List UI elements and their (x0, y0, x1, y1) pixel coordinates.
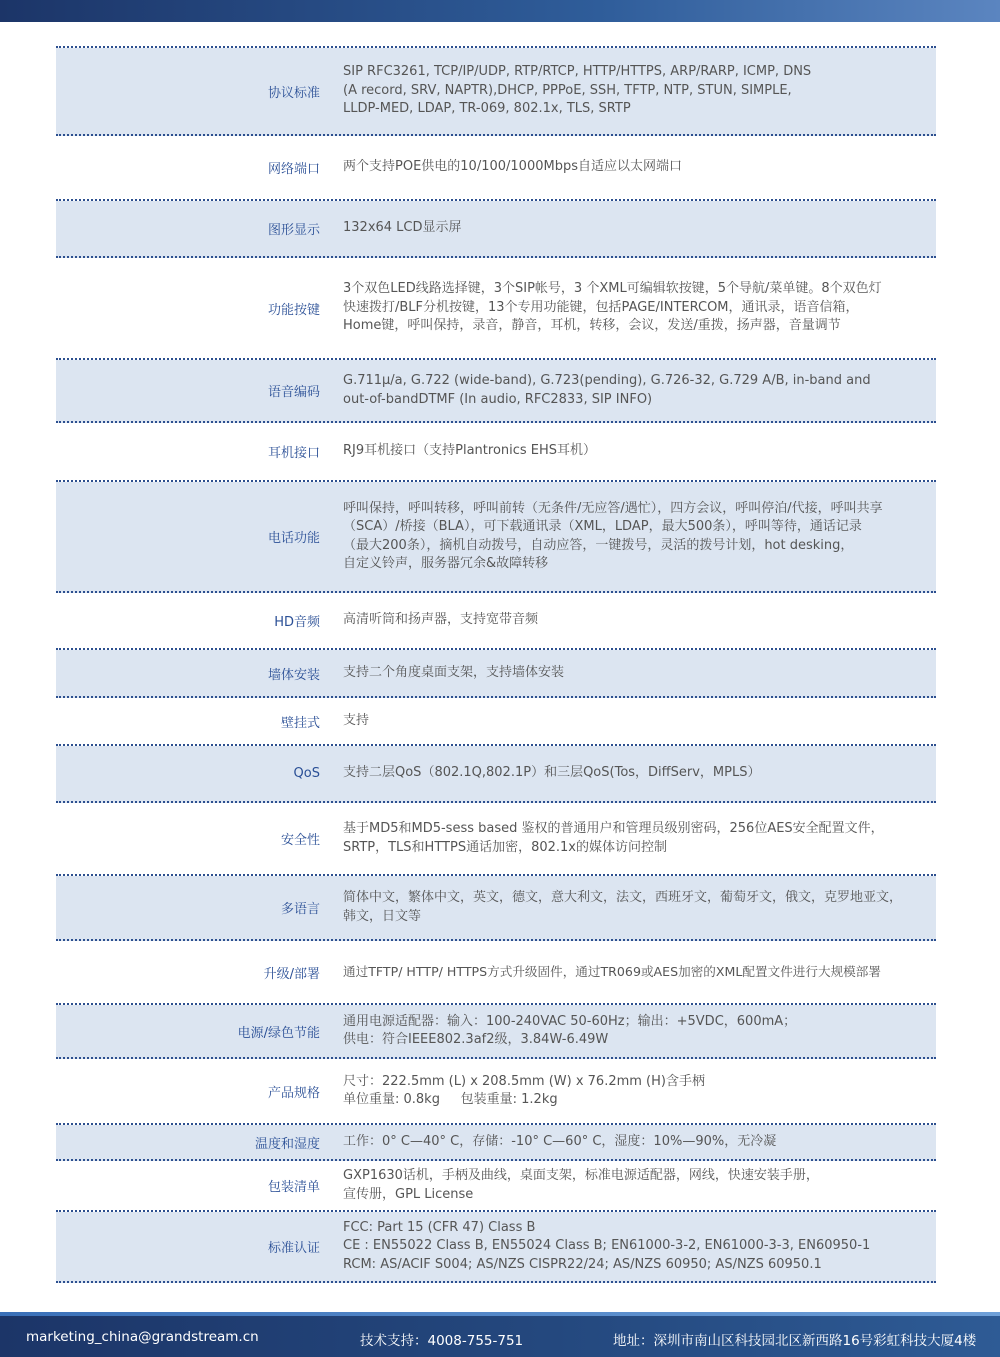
spec-row-headset-port (56, 423, 936, 482)
spec-label: 多语言 (280, 902, 320, 917)
spec-row-upgrade (56, 941, 936, 1005)
spec-label: 包装清单 (267, 1180, 320, 1195)
spec-row-power (56, 1005, 936, 1059)
spec-row-network-ports (56, 136, 936, 201)
spec-value: GXP1630话机，手柄及曲线，桌面支架，标准电源适配器，网线，快速安装手册， 宣传册，GPL License (343, 1168, 819, 1202)
footer-address: 地址：深圳市南山区科技园北区新西路16号彩虹科技大厦4楼 (613, 1333, 977, 1349)
footer-email[interactable]: marketing_china@grandstream.cn (26, 1329, 259, 1345)
spec-value: 通过TFTP/ HTTP/ HTTPS方式升级固件，通过TR069或AES加密的XML配置文件进行大规模部署 (343, 963, 881, 979)
spec-label: QoS (293, 766, 320, 781)
spec-value: 支持 (343, 712, 370, 728)
spec-row-certification (56, 1212, 936, 1283)
spec-value: 通用电源适配器：输入：100-240VAC 50-60Hz；输出：+5VDC，600mA； 供电：符合IEEE802.3af2级，3.84W-6.49W (343, 1013, 797, 1047)
spec-row-voice-codecs (56, 360, 936, 423)
top-banner (0, 0, 1000, 22)
spec-row-phone-features (56, 482, 936, 593)
spec-value: 高清听筒和扬声器，支持宽带音频 (343, 612, 539, 628)
spec-label: 升级/部署 (263, 966, 320, 982)
spec-label: 温度和湿度 (254, 1136, 320, 1152)
spec-value: RJ9耳机接口（支持Plantronics EHS耳机） (343, 443, 597, 459)
spec-label: 耳机接口 (267, 446, 320, 461)
spec-value: 工作：0° C—40° C，存储：-10° C—60° C，湿度：10%—90%，无冷凝 (343, 1133, 777, 1149)
footer-bar (0, 1312, 1000, 1357)
spec-label: 电话功能 (267, 531, 320, 546)
spec-label: 安全性 (280, 833, 320, 848)
spec-label: 功能按键 (267, 302, 320, 318)
spec-label: 图形显示 (267, 223, 320, 238)
spec-row-languages (56, 876, 936, 941)
spec-row-wall-hanging (56, 698, 936, 746)
spec-label: 协议标准 (267, 85, 320, 101)
spec-label: 电源/绿色节能 (237, 1025, 320, 1041)
spec-value: 支持二层QoS（802.1Q,802.1P）和三层QoS(Tos，DiffServ，MPLS） (343, 765, 761, 781)
spec-label: 语音编码 (267, 385, 320, 400)
spec-row-package (56, 1161, 936, 1212)
spec-value: 3个双色LED线路选择键，3个SIP帐号，3 个XML可编辑软按键，5个导航/菜单键。8个双色灯 快速拨打/BLF分机按键，13个专用功能键，包括PAGE/INTERCOM，通讯录，语音信箱， Home键，呼叫保持，录音，静音，耳机，转移，会议，发送/重拨，扬声器，音量调节 (343, 281, 882, 334)
spec-row-hd-audio (56, 593, 936, 650)
spec-row-security (56, 803, 936, 876)
spec-label: 墙体安装 (267, 667, 320, 683)
spec-value: 简体中文，繁体中文，英文，德文，意大利文，法文，西班牙文，葡萄牙文，俄文，克罗地亚文， 韩文，日文等 (343, 890, 903, 924)
spec-label: 产品规格 (267, 1085, 320, 1101)
spec-value: 132x64 LCD显示屏 (343, 220, 462, 236)
spec-row-protocols (56, 48, 936, 136)
spec-row-display (56, 201, 936, 258)
footer-support-phone: 技术支持：4008-755-751 (360, 1333, 524, 1349)
spec-row-function-keys (56, 258, 936, 360)
spec-value: 基于MD5和MD5-sess based 鉴权的普通用户和管理员级别密码，256位AES安全配置文件， SRTP，TLS和HTTPS通话加密，802.1x的媒体访问控制 (343, 821, 884, 855)
spec-row-qos (56, 746, 936, 803)
spec-row-temperature (56, 1125, 936, 1161)
spec-value: G.711μ/a, G.722 (wide-band), G.723(pending), G.726-32, G.729 A/B, in-band and out-of-bandDTMF (In audio, RFC2833, SIP INFO) (343, 373, 871, 407)
spec-row-product-size (56, 1059, 936, 1125)
spec-value: FCC: Part 15 (CFR 47) Class B CE : EN55022 Class B, EN55024 Class B; EN61000-3-2, EN61000-3-3, EN60950-1 RCM: AS/ACIF S004; AS/NZS CISPR22/24; AS/NZS 60950; AS/NZS 60950.1 (343, 1219, 871, 1272)
spec-label: 标准认证 (267, 1241, 320, 1256)
spec-value: 呼叫保持，呼叫转移，呼叫前转（无条件/无应答/遇忙），四方会议，呼叫停泊/代接，呼叫共享 （SCA）/桥接（BLA），可下载通讯录（XML，LDAP，最大500条），呼叫等待，通话记录 （最大200条），摘机自动拨号，自动应答，一键拨号，灵活的拨号计划，hot desking， 自定义铃声，服务器冗余&故障转移 (343, 500, 883, 571)
spec-table (56, 46, 936, 1283)
spec-value: 支持二个角度桌面支架，支持墙体安装 (343, 664, 565, 680)
footer-accent-line (0, 1312, 1000, 1316)
spec-label: 壁挂式 (280, 715, 320, 731)
spec-value: SIP RFC3261, TCP/IP/UDP, RTP/RTCP, HTTP/HTTPS, ARP/RARP, ICMP, DNS (A record, SRV, NAPTR),DHCP, PPPoE, SSH, TFTP, NTP, STUN, SIMPLE, LLDP-MED, LDAP, TR-069, 802.1x, TLS, SRTP (343, 64, 812, 117)
spec-row-wall-mount (56, 650, 936, 698)
spec-label: HD音频 (274, 615, 320, 630)
spec-value: 尺寸：222.5mm (L) x 208.5mm (W) x 76.2mm (H)含手柄 单位重量: 0.8kg 包装重量: 1.2kg (343, 1073, 705, 1107)
spec-value: 两个支持POE供电的10/100/1000Mbps自适应以太网端口 (343, 159, 682, 175)
spec-label: 网络端口 (267, 162, 320, 177)
